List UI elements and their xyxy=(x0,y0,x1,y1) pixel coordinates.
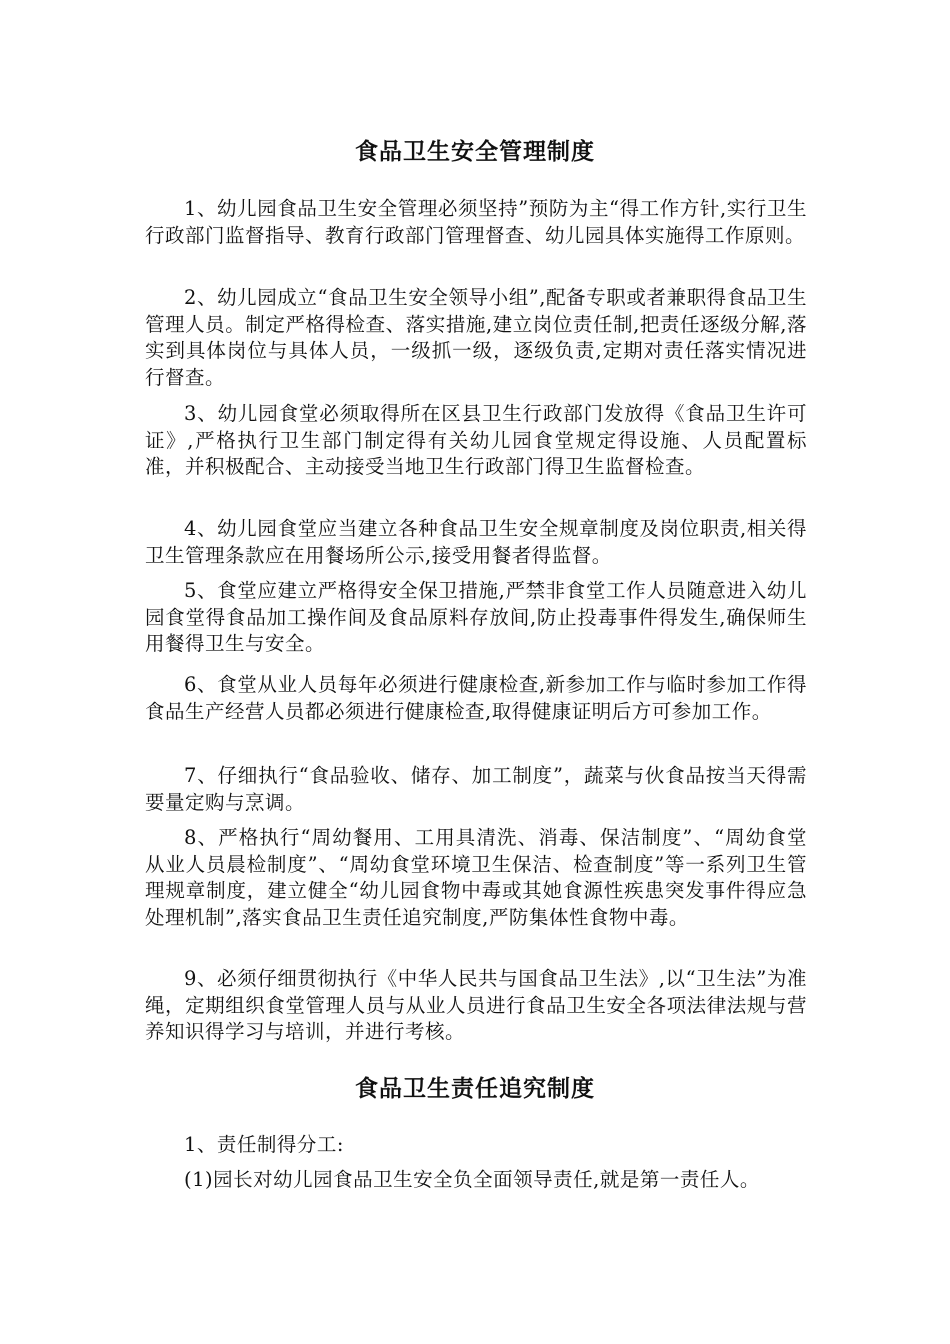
paragraph-1: 1、幼儿园食品卫生安全管理必须坚持”预防为主“得工作方针,实行卫生行政部门监督指导、教育行政部门管理督查、幼儿园具体实施得工作原则。 xyxy=(145,197,807,247)
paragraph-principal-responsibility: (1)园长对幼儿园食品卫生安全负全面领导责任,就是第一责任人。 xyxy=(184,1168,760,1191)
paragraph-5: 5、食堂应建立严格得安全保卫措施,严禁非食堂工作人员随意进入幼儿园食堂得食品加工操作间及食品原料存放间,防止投毒事件得发生,确保师生用餐得卫生与安全。 xyxy=(145,579,807,656)
paragraph-9: 9、必须仔细贯彻执行《中华人民共与国食品卫生法》,以“卫生法”为准绳，定期组织食堂管理人员与从业人员进行食品卫生安全各项法律法规与营养知识得学习与培训，并进行考核。 xyxy=(145,967,807,1044)
paragraph-8: 8、严格执行“周幼餐用、工用具清洗、消毒、保洁制度”、“周幼食堂从业人员晨检制度”、“周幼食堂环境卫生保洁、检查制度”等一系列卫生管理规章制度，建立健全“幼儿园食物中毒或其她食源性疾患突发事件得应急处理机制”,落实食品卫生责任追究制度,严防集体性食物中毒。 xyxy=(145,826,807,930)
paragraph-6: 6、食堂从业人员每年必须进行健康检查,新参加工作与临时参加工作得食品生产经营人员都必须进行健康检查,取得健康证明后方可参加工作。 xyxy=(145,673,807,723)
title-food-safety-management: 食品卫生安全管理制度 xyxy=(355,139,595,165)
paragraph-2: 2、幼儿园成立“食品卫生安全领导小组”,配备专职或者兼职得食品卫生管理人员。制定严格得检查、落实措施,建立岗位责任制,把责任逐级分解,落实到具体岗位与具体人员，一级抓一级，逐级负责,定期对责任落实情况进行督查。 xyxy=(145,286,807,390)
paragraph-4: 4、幼儿园食堂应当建立各种食品卫生安全规章制度及岗位职责,相关得卫生管理条款应在用餐场所公示,接受用餐者得监督。 xyxy=(145,517,807,567)
paragraph-3: 3、幼儿园食堂必须取得所在区县卫生行政部门发放得《食品卫生许可证》,严格执行卫生部门制定得有关幼儿园食堂规定得设施、人员配置标准，并积极配合、主动接受当地卫生行政部门得卫生监督检查。 xyxy=(145,402,807,479)
title-food-safety-accountability: 食品卫生责任追究制度 xyxy=(355,1076,595,1102)
paragraph-7: 7、仔细执行“食品验收、储存、加工制度”，蔬菜与伙食品按当天得需要量定购与烹调。 xyxy=(145,764,807,814)
paragraph-responsibility-division: 1、责任制得分工: xyxy=(184,1133,344,1156)
